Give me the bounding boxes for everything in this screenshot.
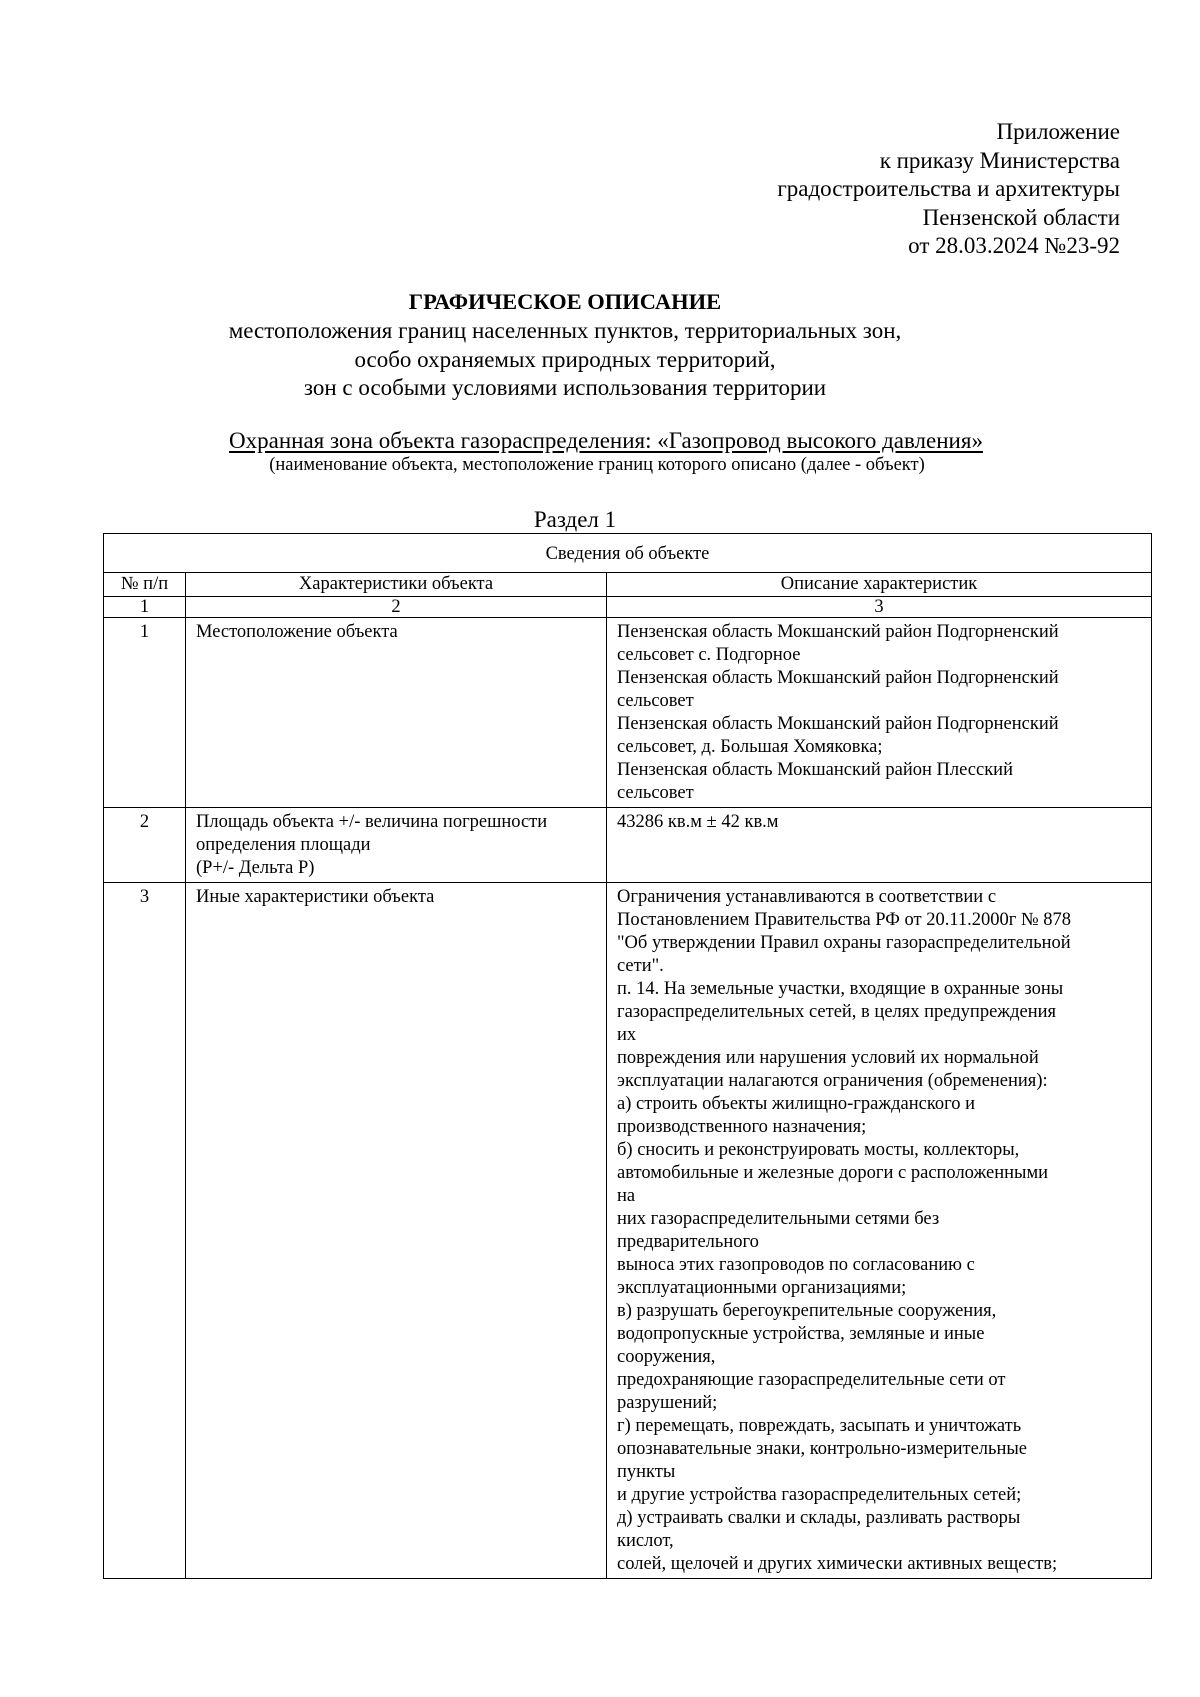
cell-line: сельсовет (617, 691, 694, 711)
row-number: 2 (104, 808, 186, 883)
cell-line: предварительного (617, 1232, 759, 1252)
cell-line: определения площади (196, 835, 371, 855)
table-row (104, 883, 1152, 1579)
table-caption-text: Сведения об объекте (545, 543, 710, 564)
column-number: 1 (104, 597, 186, 618)
cell-line: Площадь объекта +/- величина погрешности (196, 812, 548, 832)
cell-line: сельсовет (617, 783, 694, 803)
cell-line: газораспределительных сетей, в целях предупреждения (617, 1002, 1057, 1022)
cell-line: 43286 кв.м ± 42 кв.м (617, 812, 779, 832)
header-characteristic: Характеристики объекта (186, 573, 607, 597)
row-description (607, 883, 1152, 1579)
appendix-line: от 28.03.2024 №23-92 (908, 233, 1120, 258)
table-row (104, 618, 1152, 808)
cell-line: Пензенская область Мокшанский район Подгорненский (617, 668, 1059, 688)
appendix-line: градостроительства и архитектуры (777, 176, 1120, 201)
cell-line: (Р+/- Дельта Р) (196, 858, 315, 878)
cell-line: повреждения или нарушения условий их нормальной (617, 1048, 1039, 1068)
cell-line: сельсовет с. Подгорное (617, 645, 801, 665)
table-row (104, 808, 1152, 883)
cell-line: эксплуатационными организациями; (617, 1278, 907, 1298)
cell-line: Местоположение объекта (196, 622, 398, 642)
document-heading (0, 287, 1200, 403)
cell-line: в) разрушать берегоукрепительные сооружения, (617, 1301, 997, 1321)
object-name: Охранная зона объекта газораспределения: «Газопровод высокого давления» (229, 428, 983, 453)
object-heading (0, 427, 1200, 476)
cell-line: сети". (617, 956, 664, 976)
cell-line: на (617, 1186, 636, 1206)
cell-line: Иные характеристики объекта (196, 887, 435, 907)
row-number: 3 (104, 883, 186, 1579)
row-description (607, 808, 1152, 883)
object-name-hint: (наименование объекта, местоположение границ которого описано (далее - объект) (269, 455, 925, 475)
appendix-line: Приложение (996, 119, 1120, 144)
cell-line: "Об утверждении Правил охраны газораспределительной (617, 933, 1071, 953)
cell-line: водопропускные устройства, земляные и иные (617, 1324, 985, 1344)
row-number: 1 (104, 618, 186, 808)
cell-line: б) сносить и реконструировать мосты, коллекторы, (617, 1140, 1020, 1160)
document-subtitle-line: особо охраняемых природных территорий, (354, 346, 776, 372)
table-caption (104, 534, 1152, 573)
table-caption-row (104, 534, 1152, 573)
cell-line: Пензенская область Мокшанский район Подгорненский (617, 714, 1059, 734)
cell-line: опознавательные знаки, контрольно-измерительные (617, 1439, 1027, 1459)
cell-line: Постановлением Правительства РФ от 20.11.2000г № 878 (617, 910, 1072, 930)
row-characteristic (186, 618, 607, 808)
header-description: Описание характеристик (607, 573, 1152, 597)
cell-line: солей, щелочей и других химически активных веществ; (617, 1554, 1058, 1574)
header-number: № п/п (104, 573, 186, 597)
column-number: 3 (607, 597, 1152, 618)
cell-line: д) устраивать свалки и склады, разливать растворы (617, 1508, 1021, 1528)
document-subtitle-line: местоположения границ населенных пунктов, территориальных зон, (228, 318, 902, 343)
cell-line: выноса этих газопроводов по согласованию с (617, 1255, 975, 1275)
cell-line: предохраняющие газораспределительные сети от (617, 1370, 1006, 1390)
document-title: ГРАФИЧЕСКОЕ ОПИСАНИЕ (408, 289, 722, 314)
cell-line: разрушений; (617, 1393, 718, 1413)
cell-line: п. 14. На земельные участки, входящие в охранные зоны (617, 979, 1064, 999)
column-number: 2 (186, 597, 607, 618)
cell-line: сооружения, (617, 1347, 716, 1367)
cell-line: них газораспределительными сетями без (617, 1209, 940, 1229)
object-info-table (103, 533, 1152, 1579)
cell-line: Ограничения устанавливаются в соответствии с (617, 887, 997, 907)
cell-line: и другие устройства газораспределительных сетей; (617, 1485, 1022, 1505)
cell-line: автомобильные и железные дороги с расположенными (617, 1163, 1049, 1183)
cell-line: Пензенская область Мокшанский район Плесский (617, 760, 1013, 780)
cell-line: г) перемещать, повреждать, засыпать и уничтожать (617, 1416, 1022, 1436)
section-label: Раздел 1 (533, 507, 617, 532)
cell-line: пункты (617, 1462, 676, 1482)
row-characteristic (186, 883, 607, 1579)
cell-line: кислот, (617, 1531, 674, 1551)
appendix-header (620, 118, 1120, 261)
row-description (607, 618, 1152, 808)
cell-line: Пензенская область Мокшанский район Подгорненский (617, 622, 1059, 642)
cell-line: производственного назначения; (617, 1117, 867, 1137)
column-number-row (104, 597, 1152, 618)
cell-line: эксплуатации налагаются ограничения (обременения): (617, 1071, 1048, 1091)
appendix-line: Пензенской области (922, 204, 1120, 230)
cell-line: а) строить объекты жилищно-гражданского и (617, 1094, 976, 1114)
cell-line: сельсовет, д. Большая Хомяковка; (617, 737, 883, 757)
table-header-row (104, 573, 1152, 597)
cell-line: их (617, 1025, 637, 1045)
appendix-line: к приказу Министерства (879, 147, 1120, 173)
document-subtitle-line: зон с особыми условиями использования территории (303, 375, 827, 400)
row-characteristic (186, 808, 607, 883)
